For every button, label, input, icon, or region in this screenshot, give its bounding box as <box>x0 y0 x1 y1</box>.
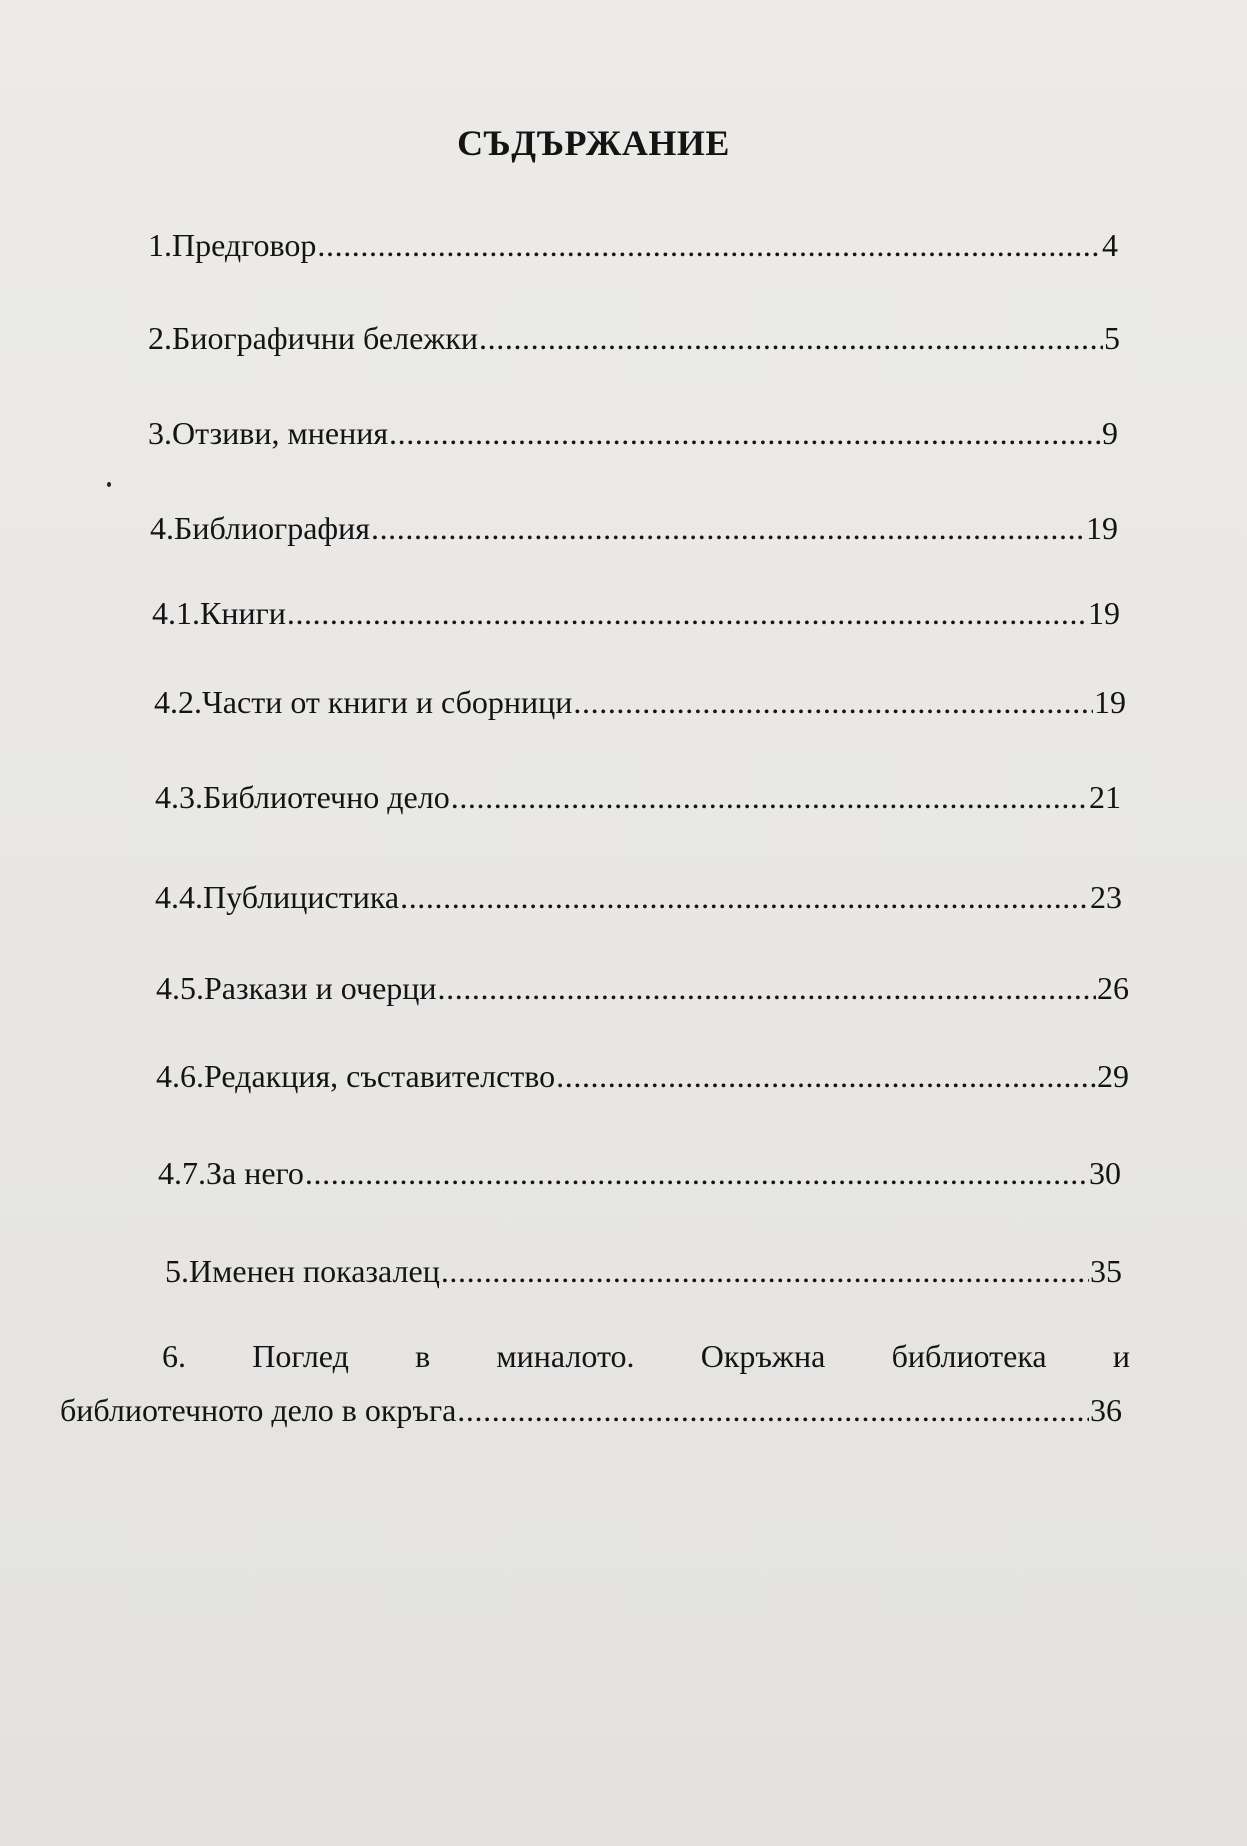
entry-number: 2. <box>148 320 172 356</box>
dot-leader <box>389 410 1101 456</box>
toc-entry <box>165 1248 1122 1294</box>
toc-entry <box>158 1150 1121 1196</box>
entry-label: За него <box>206 1155 304 1191</box>
entry-label: Отзиви, мнения <box>172 415 389 451</box>
entry-page: 4 <box>1102 227 1118 263</box>
entry-second-line <box>60 1383 1122 1437</box>
dot-leader <box>479 315 1103 361</box>
dot-leader <box>556 1053 1096 1099</box>
entry-number: 5. <box>165 1253 189 1289</box>
entry-page: 30 <box>1089 1155 1121 1191</box>
toc-entry <box>154 679 1126 725</box>
ink-speck <box>107 482 111 487</box>
entry-page: 19 <box>1094 684 1126 720</box>
toc-entry <box>150 505 1118 551</box>
dot-leader <box>438 965 1096 1011</box>
entry-number: 1. <box>148 227 172 263</box>
entry-label: Разкази и очерци <box>204 970 437 1006</box>
entry-page: 35 <box>1090 1253 1122 1289</box>
entry-number: 6. <box>162 1338 186 1374</box>
entry-number: 4.4. <box>155 879 203 915</box>
dot-leader <box>400 874 1089 920</box>
entry-number: 4.5. <box>156 970 204 1006</box>
entry-number: 4.2. <box>154 684 202 720</box>
entry-number: 4.6. <box>156 1058 204 1094</box>
entry-number: 4.1. <box>152 595 200 631</box>
entry-word: библиотека <box>891 1338 1047 1374</box>
entry-number: 3. <box>148 415 172 451</box>
entry-word: миналото. <box>496 1338 635 1374</box>
toc-entry-multiline <box>60 1329 1130 1437</box>
entry-page: 36 <box>1090 1392 1122 1428</box>
entry-label: Предговор <box>172 227 317 263</box>
toc-entry <box>148 222 1118 268</box>
entry-label: Биографични бележки <box>172 320 479 356</box>
entry-word: Поглед <box>252 1338 349 1374</box>
dot-leader <box>451 774 1088 820</box>
dot-leader <box>457 1383 1089 1437</box>
entry-word: в <box>415 1338 431 1374</box>
entry-word: Окръжна <box>700 1338 826 1374</box>
dot-leader <box>317 222 1101 268</box>
toc-entry <box>148 315 1120 361</box>
dot-leader <box>287 590 1087 636</box>
entry-page: 5 <box>1104 320 1120 356</box>
entry-label: Публицистика <box>203 879 400 915</box>
dot-leader <box>441 1248 1089 1294</box>
entry-page: 19 <box>1088 595 1120 631</box>
entry-first-line <box>60 1329 1130 1383</box>
entry-number: 4.7. <box>158 1155 206 1191</box>
dot-leader <box>371 505 1085 551</box>
entry-word: и <box>1112 1338 1130 1374</box>
entry-page: 23 <box>1090 879 1122 915</box>
page-title: СЪДЪРЖАНИЕ <box>457 123 730 163</box>
toc-entry <box>156 1053 1129 1099</box>
entry-page: 9 <box>1102 415 1118 451</box>
toc-entry <box>155 874 1122 920</box>
entry-page: 26 <box>1097 970 1129 1006</box>
dot-leader <box>573 679 1093 725</box>
toc-entry <box>156 965 1129 1011</box>
toc-entry <box>155 774 1121 820</box>
entry-label: Книги <box>200 595 286 631</box>
toc-entry <box>152 590 1120 636</box>
dot-leader <box>305 1150 1088 1196</box>
entry-label: Именен показалец <box>189 1253 440 1289</box>
toc-entry <box>148 410 1118 456</box>
entry-label: библиотечното дело в окръга <box>60 1392 457 1428</box>
entry-page: 19 <box>1086 510 1118 546</box>
entry-label: Части от книги и сборници <box>202 684 573 720</box>
entry-label: Редакция, съставителство <box>204 1058 556 1094</box>
entry-page: 29 <box>1097 1058 1129 1094</box>
entry-number: 4. <box>150 510 174 546</box>
entry-number: 4.3. <box>155 779 203 815</box>
entry-page: 21 <box>1089 779 1121 815</box>
entry-label: Библиотечно дело <box>203 779 450 815</box>
entry-label: Библиография <box>174 510 370 546</box>
